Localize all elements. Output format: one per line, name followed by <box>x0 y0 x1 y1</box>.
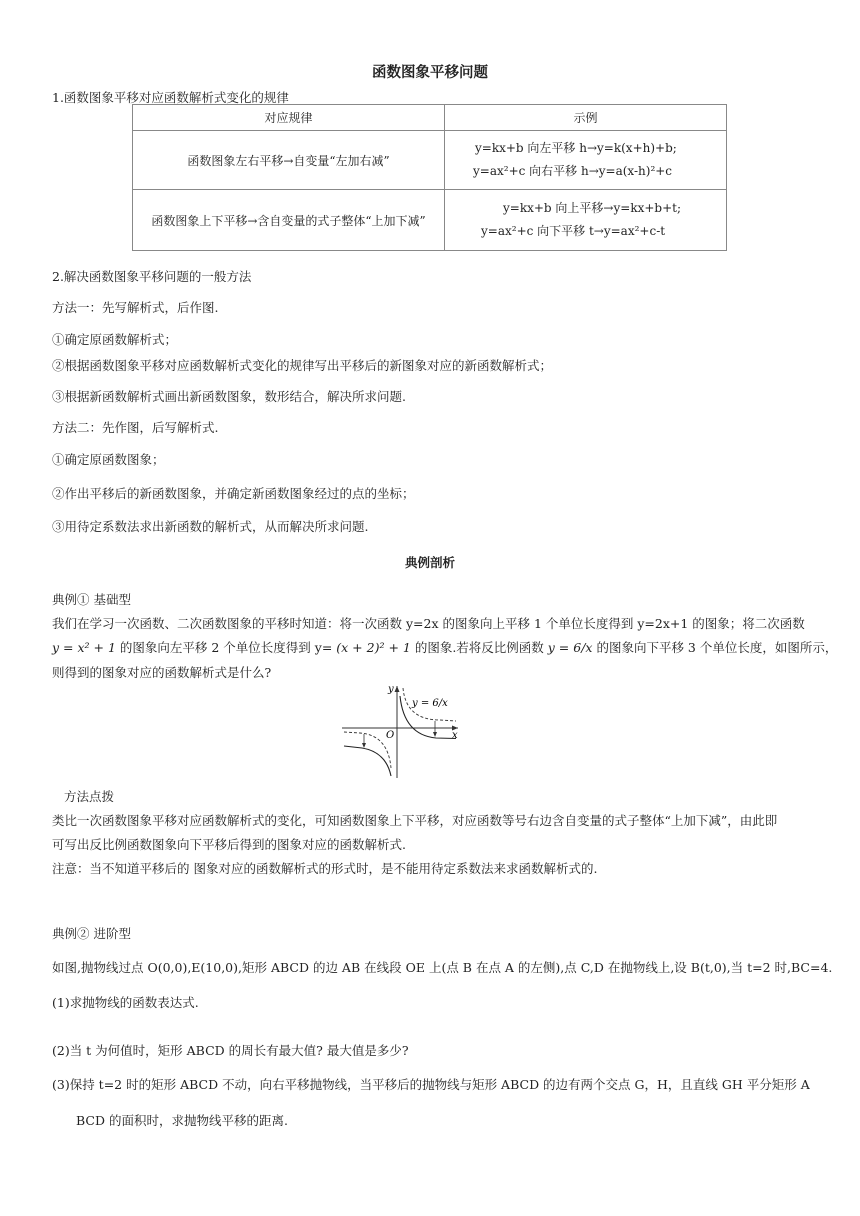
example2-statement: 如图,抛物线过点 O(0,0),E(10,0),矩形 ABCD 的边 AB 在线段 OE 上(点 B 在点 A 的左侧),点 C,D 在抛物线上,设 B(t,0),当 t=2 时,BC=4. <box>52 960 833 975</box>
origin-label: O <box>386 730 395 741</box>
y-axis-label: y <box>388 684 394 695</box>
section1-heading: 1.函数图象平移对应函数解析式变化的规律 <box>52 90 289 105</box>
table-header-row <box>133 105 727 131</box>
x-axis-label: x <box>452 730 458 741</box>
example-line: y=ax²+c 向下平移 t→y=ax²+c-t <box>481 224 666 238</box>
table-header: 对应规律 <box>133 105 445 131</box>
example1-label: 典例① 基础型 <box>52 592 131 607</box>
table-cell-example <box>445 190 727 251</box>
table-cell-example <box>445 131 727 190</box>
method1-step: ②根据函数图象平移对应函数解析式变化的规律写出平移后的新图象对应的新函数解析式； <box>52 358 553 373</box>
note: 注意：当不知道平移后的 图象对应的函数解析式的形式时，是不能用待定系数法来求函数解析式的. <box>52 861 598 876</box>
method2-step: ③用待定系数法求出新函数的解析式，从而解决所求问题. <box>52 519 369 534</box>
method1-step: ③根据新函数解析式画出新函数图象，数形结合，解决所求问题. <box>52 389 406 404</box>
section2-heading: 2.解决函数图象平移问题的一般方法 <box>52 269 252 284</box>
table-header: 示例 <box>445 105 727 131</box>
example-line: y=ax²+c 向右平移 h→y=a(x-h)²+c <box>473 164 673 178</box>
table-cell-rule: 函数图象左右平移→自变量“左加右减” <box>133 131 445 190</box>
curve-label: y = 6/x <box>412 698 448 709</box>
text-segment: 的图象.若将反比例函数 <box>410 640 548 655</box>
tip-line: 类比一次函数图象平移对应函数解析式的变化，可知函数图象上下平移，对应函数等号右边含自变量的式子整体“上加下减”，由此即 <box>52 813 778 828</box>
table-row <box>133 131 727 190</box>
example-line: y=kx+b 向左平移 h→y=k(x+h)+b; <box>475 141 677 155</box>
math-expression: y = x² + 1 <box>52 640 116 655</box>
shift-arrow-head <box>433 732 437 737</box>
math-expression: (x + 2)² + 1 <box>336 640 411 655</box>
method2-step: ②作出平移后的新函数图象，并确定新函数图象经过的点的坐标； <box>52 486 415 501</box>
tip-label: 方法点拨 <box>64 789 115 804</box>
method1: 方法一：先写解析式，后作图. <box>52 300 219 315</box>
question-3-continued: BCD 的面积时，求抛物线平移的距离. <box>76 1113 288 1128</box>
rules-table <box>132 104 727 251</box>
question-2: (2)当 t 为何值时，矩形 ABCD 的周长有最大值? 最大值是多少? <box>52 1043 409 1058</box>
shifted-curve-left <box>344 746 391 776</box>
text-segment: 的图象向左平移 2 个单位长度得到 y= <box>115 640 337 655</box>
tip-line: 可写出反比例函数图象向下平移后得到的图象对应的函数解析式. <box>52 837 406 852</box>
original-curve-left <box>344 732 391 768</box>
table-cell-rule: 函数图象上下平移→含自变量的式子整体“上加下减” <box>133 190 445 251</box>
text-segment: 的图象向下平移 3 个单位长度，如图所示， <box>592 640 838 655</box>
example1-line: 我们在学习一次函数、二次函数图象的平移时知道：将一次函数 y=2x 的图象向上平移 1 个单位长度得到 y=2x+1 的图象；将二次函数 <box>52 616 805 631</box>
example1-line: 则得到的图象对应的函数解析式是什么? <box>52 665 272 680</box>
method2: 方法二：先作图，后写解析式. <box>52 420 219 435</box>
y-axis-arrow <box>395 686 400 692</box>
page-title: 函数图象平移问题 <box>372 64 488 81</box>
table-row <box>133 190 727 251</box>
shift-arrow-head <box>362 743 366 748</box>
math-expression: y = 6/x <box>547 640 593 655</box>
question-1: (1)求抛物线的函数表达式. <box>52 995 199 1010</box>
hyperbola-figure <box>340 680 460 780</box>
question-3: (3)保持 t=2 时的矩形 ABCD 不动，向右平移抛物线，当平移后的抛物线与矩形 ABCD 的边有两个交点 G，H，且直线 GH 平分矩形 A <box>52 1077 810 1092</box>
method2-step: ①确定原函数图象； <box>52 452 165 467</box>
method1-step: ①确定原函数解析式； <box>52 332 178 347</box>
example1-line <box>52 638 837 656</box>
example2-label: 典例② 进阶型 <box>52 926 131 941</box>
analysis-heading: 典例剖析 <box>404 555 455 570</box>
example-line: y=kx+b 向上平移→y=kx+b+t; <box>503 201 682 215</box>
